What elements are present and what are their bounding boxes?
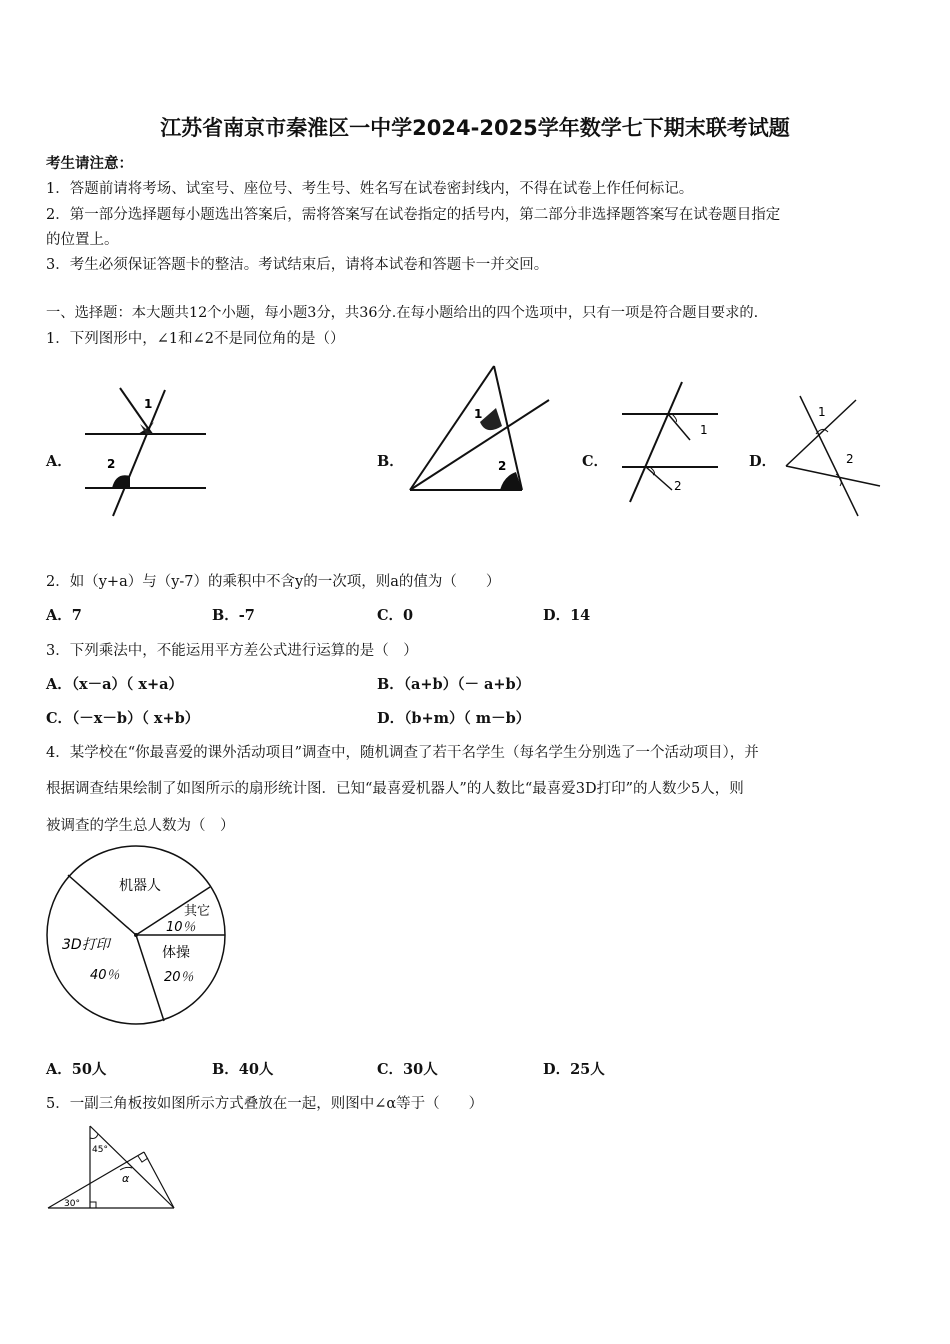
q3-option-a[interactable]: A．（x－a）（ x+a） (46, 676, 184, 693)
q2-option-c[interactable]: C．0 (377, 607, 414, 624)
label-alpha: α (122, 1172, 130, 1185)
q4-option-c[interactable]: C．30人 (377, 1061, 438, 1078)
pie-chart-figure (44, 845, 229, 1025)
q2-option-d[interactable]: D．14 (543, 607, 591, 624)
figure-q1-a (80, 382, 210, 522)
question-4-line-3: 被调查的学生总人数为（ ） (46, 818, 235, 834)
page-title: 江苏省南京市秦淮区一中学2024-2025学年数学七下期末联考试题 (160, 116, 790, 140)
label-30-degree: 30° (64, 1199, 80, 1209)
question-3-stem: 3．下列乘法中，不能运用平方差公式进行运算的是（ ） (46, 643, 418, 659)
pie-pct-other: 10％ (166, 920, 196, 935)
q4-option-b[interactable]: B．40人 (212, 1061, 274, 1078)
q4-option-d[interactable]: D．25人 (543, 1061, 605, 1078)
label-45-degree: 45° (92, 1145, 108, 1155)
question-5-stem: 5．一副三角板按如图所示方式叠放在一起，则图中∠α等于（ ） (46, 1096, 484, 1112)
q3-option-d[interactable]: D．（b+m）（ m－b） (377, 710, 531, 727)
q3-option-c[interactable]: C．（－x－b）（ x+b） (46, 710, 200, 727)
q1-option-c[interactable]: C． (582, 453, 609, 470)
fig-d-label-2: 2 (846, 452, 854, 466)
notice-item-1: 1．答题前请将考场、试室号、座位号、考生号、姓名写在试卷密封线内，不得在试卷上作任何标记。 (46, 181, 694, 197)
pie-label-other: 其它 (184, 904, 211, 919)
notice-item-2-cont: 的位置上。 (46, 232, 119, 248)
notice-item-2: 2．第一部分选择题每小题选出答案后，需将答案写在试卷指定的括号内，第二部分非选择题答案写在试卷题目指定 (46, 207, 781, 223)
notice-item-3: 3．考生必须保证答题卡的整洁。考试结束后，请将本试卷和答题卡一并交回。 (46, 257, 549, 273)
fig-a-label-1: 1 (144, 397, 153, 411)
q3-option-b[interactable]: B．（a+b）（－ a+b） (377, 676, 531, 693)
question-1-stem: 1．下列图形中，∠1和∠2不是同位角的是（） (46, 331, 345, 347)
fig-c-label-1: 1 (700, 423, 708, 437)
question-4-line-1: 4．某学校在“你最喜爱的课外活动项目”调查中，随机调查了若干名学生（每名学生分别选了一个活动项目），并 (46, 745, 759, 761)
notice-heading: 考生请注意： (46, 155, 133, 172)
pie-pct-3d: 40％ (90, 968, 120, 983)
q1-option-d[interactable]: D． (749, 453, 777, 470)
fig-a-label-2: 2 (107, 457, 116, 471)
q4-option-a[interactable]: A．50人 (46, 1061, 107, 1078)
question-4-line-2: 根据调查结果绘制了如图所示的扇形统计图．已知“最喜爱机器人”的人数比“最喜爱3D打印”的人数少5人，则 (46, 781, 744, 797)
figure-q1-b (404, 362, 554, 497)
pie-label-3d: 3D打印 (62, 937, 110, 953)
figure-q1-c (620, 378, 725, 508)
fig-d-label-1: 1 (818, 405, 826, 419)
pie-label-robot: 机器人 (119, 878, 161, 894)
fig-b-label-2: 2 (498, 459, 507, 473)
q2-option-b[interactable]: B．-7 (212, 607, 255, 624)
section-heading: 一、选择题：本大题共12个小题，每小题3分，共36分.在每小题给出的四个选项中，只有一项是符合题目要求的. (46, 305, 759, 321)
figure-q1-d (780, 390, 885, 520)
q1-option-a[interactable]: A． (46, 453, 72, 470)
figure-q5-triangles (46, 1124, 181, 1214)
q2-option-a[interactable]: A．7 (46, 607, 82, 624)
pie-label-gym: 体操 (162, 945, 190, 961)
q1-option-b[interactable]: B． (377, 453, 404, 470)
fig-c-label-2: 2 (674, 479, 682, 493)
pie-pct-gym: 20％ (164, 970, 194, 985)
fig-b-label-1: 1 (474, 407, 483, 421)
question-2-stem: 2．如（y+a）与（y-7）的乘积中不含y的一次项，则a的值为（ ） (46, 574, 501, 590)
